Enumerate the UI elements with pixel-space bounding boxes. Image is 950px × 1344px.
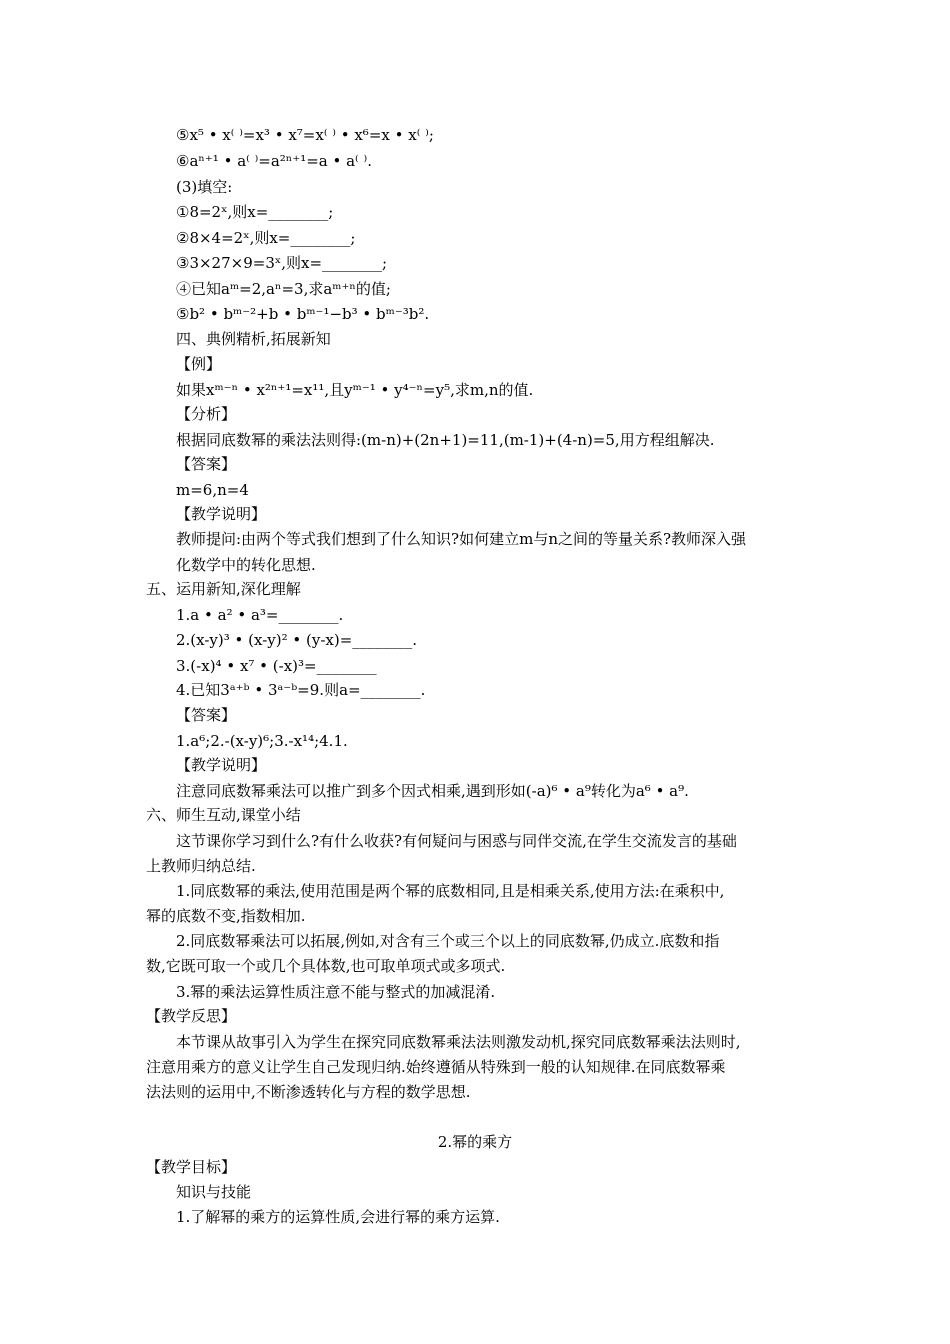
text-line-l11: 如果xᵐ⁻ⁿ • x²ⁿ⁺¹=x¹¹,且yᵐ⁻¹ • y⁴⁻ⁿ=y⁵,求m,n的值. bbox=[176, 381, 534, 399]
text-line-l38: 注意用乘方的意义让学生自己发现归纳.始终遵循从特殊到一般的认知规律.在同底数幂乘 bbox=[146, 1058, 726, 1076]
text-line-l17: 教师提问:由两个等式我们想到了什么知识?如何建立m与n之间的等量关系?教师深入强 bbox=[176, 530, 747, 548]
text-line-l10: 【例】 bbox=[176, 355, 222, 373]
text-line-l25: 1.a⁶;2.-(x-y)⁶;3.-x¹⁴;4.1. bbox=[176, 732, 348, 750]
text-line-l16: 【教学说明】 bbox=[176, 505, 267, 523]
text-line-l37: 本节课从故事引入为学生在探究同底数幂乘法法则激发动机,探究同底数幂乘法法则时, bbox=[176, 1033, 741, 1051]
text-line-l26: 【教学说明】 bbox=[176, 756, 267, 774]
text-line-l35: 3.幂的乘法运算性质注意不能与整式的加减混淆. bbox=[176, 983, 496, 1001]
text-line-l06: ③3×27×9=3ˣ,则x=________; bbox=[176, 254, 388, 272]
text-line-l22: 3.(-x)⁴ • x⁷ • (-x)³=________ bbox=[176, 657, 377, 675]
text-line-l12: 【分析】 bbox=[176, 405, 237, 423]
text-line-l14: 【答案】 bbox=[176, 455, 237, 473]
text-line-l21: 2.(x-y)³ • (x-y)² • (y-x)=________. bbox=[176, 631, 418, 649]
text-line-l34: 数,它既可取一个或几个具体数,也可取单项式或多项式. bbox=[146, 957, 506, 975]
text-line-l18: 化数学中的转化思想. bbox=[176, 556, 316, 574]
text-line-l03: (3)填空: bbox=[176, 178, 233, 196]
text-line-l08: ⑤b² • bᵐ⁻²+b • bᵐ⁻¹−b³ • bᵐ⁻³b². bbox=[176, 305, 430, 323]
text-line-l36: 【教学反思】 bbox=[146, 1007, 237, 1025]
text-line-l01: ⑤x⁵ • x⁽ ⁾=x³ • x⁷=x⁽ ⁾ • x⁶=x • x⁽ ⁾; bbox=[176, 126, 434, 144]
text-line-l24: 【答案】 bbox=[176, 706, 237, 724]
text-line-l28: 六、师生互动,课堂小结 bbox=[146, 806, 301, 824]
text-line-l05: ②8×4=2ˣ,则x=________; bbox=[176, 229, 356, 247]
text-line-l15: m=6,n=4 bbox=[176, 481, 249, 499]
text-line-l33: 2.同底数幂乘法可以拓展,例如,对含有三个或三个以上的同底数幂,仍成立.底数和指 bbox=[176, 932, 720, 950]
text-line-l42: 知识与技能 bbox=[176, 1183, 252, 1201]
text-line-l09: 四、典例精析,拓展新知 bbox=[176, 330, 331, 348]
text-line-l41: 【教学目标】 bbox=[146, 1158, 237, 1176]
text-line-l32: 幂的底数不变,指数相加. bbox=[146, 907, 306, 925]
text-line-l20: 1.a • a² • a³=________. bbox=[176, 606, 344, 624]
text-line-l13: 根据同底数幂的乘法法则得:(m-n)+(2n+1)=11,(m-1)+(4-n)=5,用方程组解决. bbox=[176, 431, 715, 449]
text-line-l23: 4.已知3ᵃ⁺ᵇ • 3ᵃ⁻ᵇ=9.则a=________. bbox=[176, 681, 426, 699]
text-line-l19: 五、运用新知,深化理解 bbox=[146, 580, 301, 598]
text-line-l43: 1.了解幂的乘方的运算性质,会进行幂的乘方运算. bbox=[176, 1208, 500, 1226]
text-line-l27: 注意同底数幂乘法可以推广到多个因式相乘,遇到形如(-a)⁶ • a⁹转化为a⁶ • a⁹. bbox=[176, 782, 689, 800]
text-line-l30: 上教师归纳总结. bbox=[146, 857, 256, 875]
text-line-l02: ⑥aⁿ⁺¹ • a⁽ ⁾=a²ⁿ⁺¹=a • a⁽ ⁾. bbox=[176, 152, 372, 170]
text-line-l04: ①8=2ˣ,则x=________; bbox=[176, 203, 334, 221]
text-line-l31: 1.同底数幂的乘法,使用范围是两个幂的底数相同,且是相乘关系,使用方法:在乘积中, bbox=[176, 882, 725, 900]
text-line-l39: 法法则的运用中,不断渗透转化与方程的数学思想. bbox=[146, 1083, 471, 1101]
text-line-l40: 2.幂的乘方 bbox=[437, 1133, 513, 1151]
text-line-l29: 这节课你学习到什么?有什么收获?有何疑问与困惑与同伴交流,在学生交流发言的基础 bbox=[176, 832, 737, 850]
text-line-l07: ④已知aᵐ=2,aⁿ=3,求aᵐ⁺ⁿ的值; bbox=[176, 280, 391, 298]
